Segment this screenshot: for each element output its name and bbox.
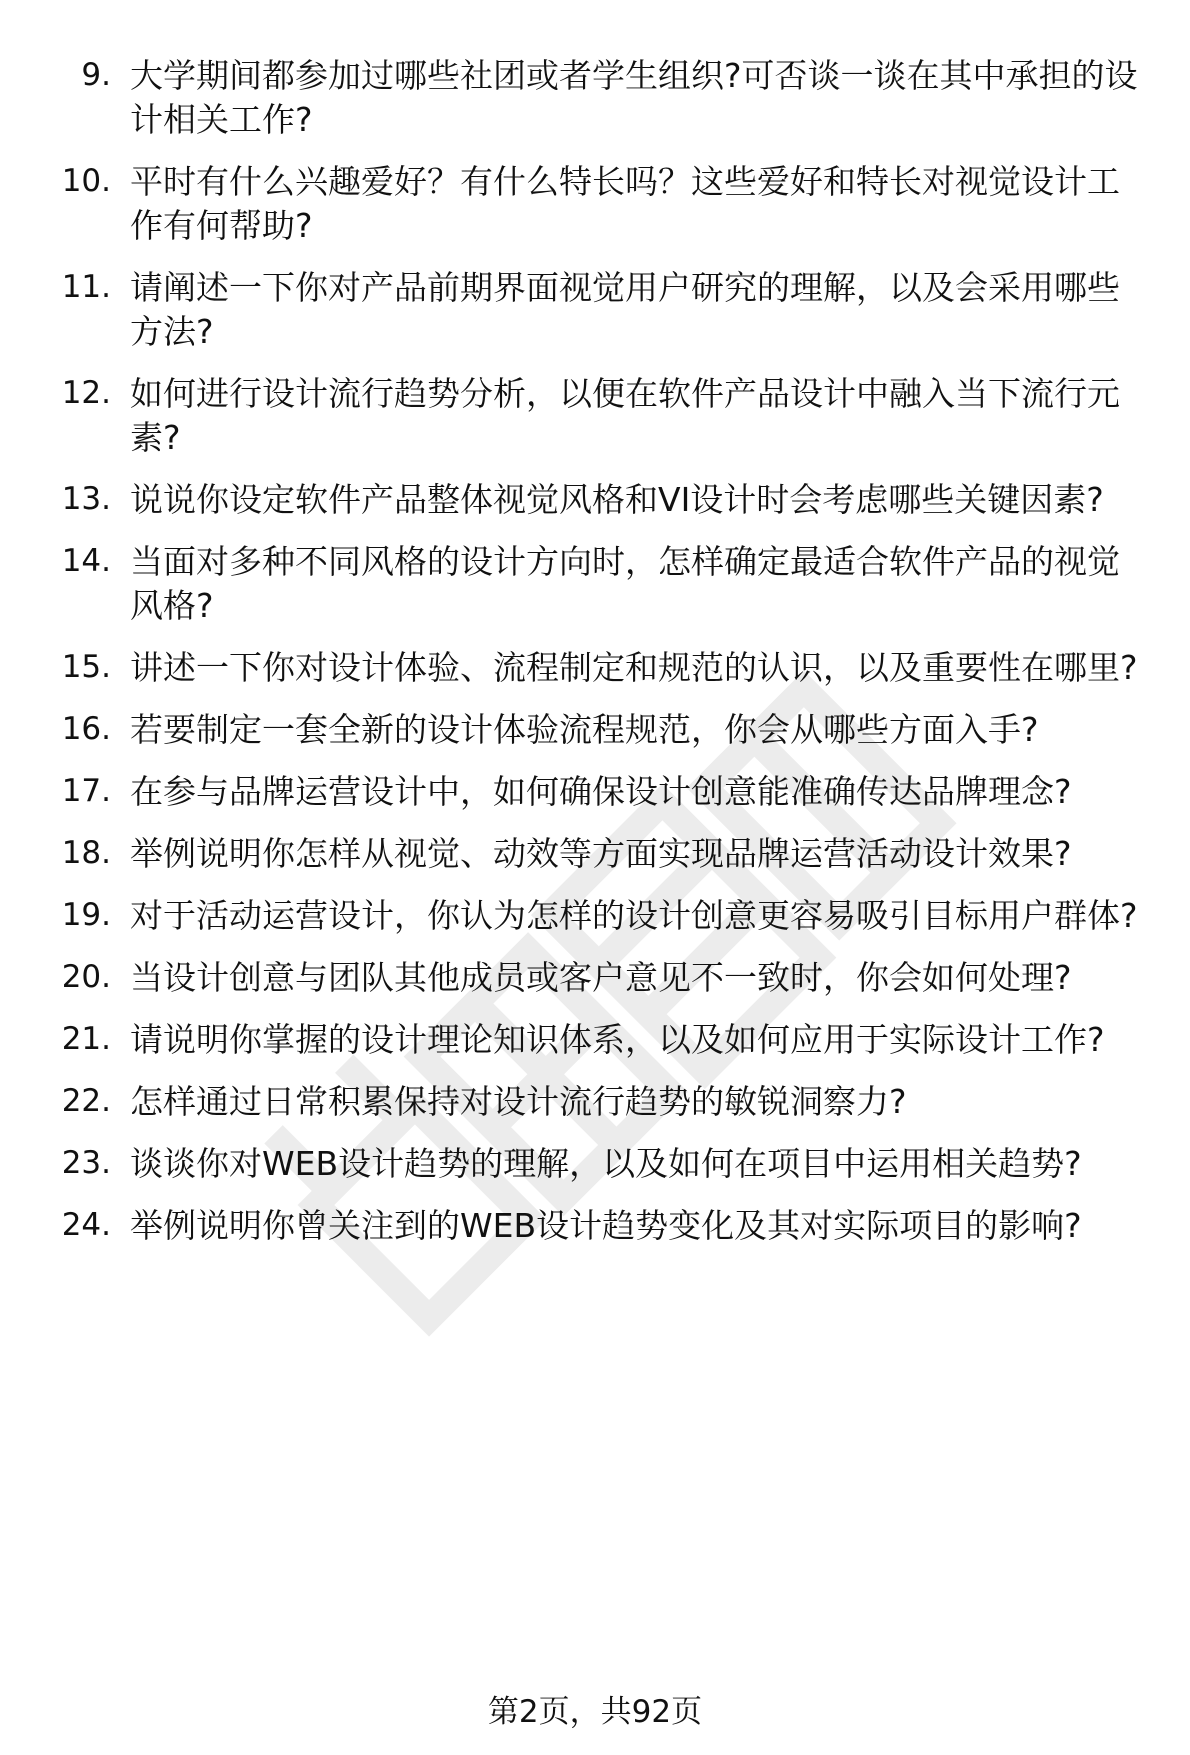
question-text: 举例说明你曾关注到的WEB设计趋势变化及其对实际项目的影响? — [130, 1206, 1082, 1245]
question-text: 平时有什么兴趣爱好？有什么特长吗？这些爱好和特长对视觉设计工作有何帮助? — [130, 162, 1120, 245]
question-text: 请阐述一下你对产品前期界面视觉用户研究的理解，以及会采用哪些方法? — [130, 268, 1120, 351]
question-list — [0, 54, 1190, 1266]
list-item — [0, 54, 1190, 142]
question-number: 15. — [61, 649, 111, 685]
list-item — [0, 372, 1190, 460]
question-text: 若要制定一套全新的设计体验流程规范，你会从哪些方面入手? — [130, 710, 1039, 749]
list-item — [0, 160, 1190, 248]
list-item — [0, 1080, 1190, 1124]
list-item — [0, 1018, 1190, 1062]
question-text: 说说你设定软件产品整体视觉风格和VI设计时会考虑哪些关键因素? — [130, 480, 1104, 519]
question-number: 20. — [61, 959, 111, 995]
question-text: 大学期间都参加过哪些社团或者学生组织?可否谈一谈在其中承担的设计相关工作? — [130, 56, 1138, 139]
list-item — [0, 956, 1190, 1000]
question-number: 10. — [61, 163, 111, 199]
question-number: 24. — [61, 1207, 111, 1243]
question-text: 举例说明你怎样从视觉、动效等方面实现品牌运营活动设计效果? — [130, 834, 1072, 873]
question-number: 17. — [61, 773, 111, 809]
question-number: 12. — [61, 375, 111, 411]
question-number: 22. — [61, 1083, 111, 1119]
list-item — [0, 832, 1190, 876]
question-number: 19. — [61, 897, 111, 933]
question-number: 14. — [61, 543, 111, 579]
question-number: 11. — [61, 269, 111, 305]
question-text: 谈谈你对WEB设计趋势的理解，以及如何在项目中运用相关趋势? — [130, 1144, 1082, 1183]
question-text: 对于活动运营设计，你认为怎样的设计创意更容易吸引目标用户群体? — [130, 896, 1138, 935]
question-text: 如何进行设计流行趋势分析，以便在软件产品设计中融入当下流行元素? — [130, 374, 1120, 457]
page-number-footer: 第2页，共92页 — [487, 1694, 703, 1730]
question-text: 当设计创意与团队其他成员或客户意见不一致时，你会如何处理? — [130, 958, 1072, 997]
list-item — [0, 646, 1190, 690]
list-item — [0, 1142, 1190, 1186]
list-item — [0, 894, 1190, 938]
question-number: 21. — [61, 1021, 111, 1057]
list-item — [0, 478, 1190, 522]
list-item — [0, 540, 1190, 628]
list-item — [0, 1204, 1190, 1248]
question-number: 18. — [61, 835, 111, 871]
question-text: 请说明你掌握的设计理论知识体系，以及如何应用于实际设计工作? — [130, 1020, 1105, 1059]
question-number: 23. — [61, 1145, 111, 1181]
question-number: 9. — [81, 57, 111, 93]
list-item — [0, 266, 1190, 354]
question-text: 怎样通过日常积累保持对设计流行趋势的敏锐洞察力? — [130, 1082, 907, 1121]
list-item — [0, 708, 1190, 752]
question-number: 13. — [61, 481, 111, 517]
question-text: 在参与品牌运营设计中，如何确保设计创意能准确传达品牌理念? — [130, 772, 1072, 811]
question-text: 讲述一下你对设计体验、流程制定和规范的认识，以及重要性在哪里? — [130, 648, 1138, 687]
list-item — [0, 770, 1190, 814]
question-number: 16. — [61, 711, 111, 747]
question-text: 当面对多种不同风格的设计方向时，怎样确定最适合软件产品的视觉风格? — [130, 542, 1120, 625]
